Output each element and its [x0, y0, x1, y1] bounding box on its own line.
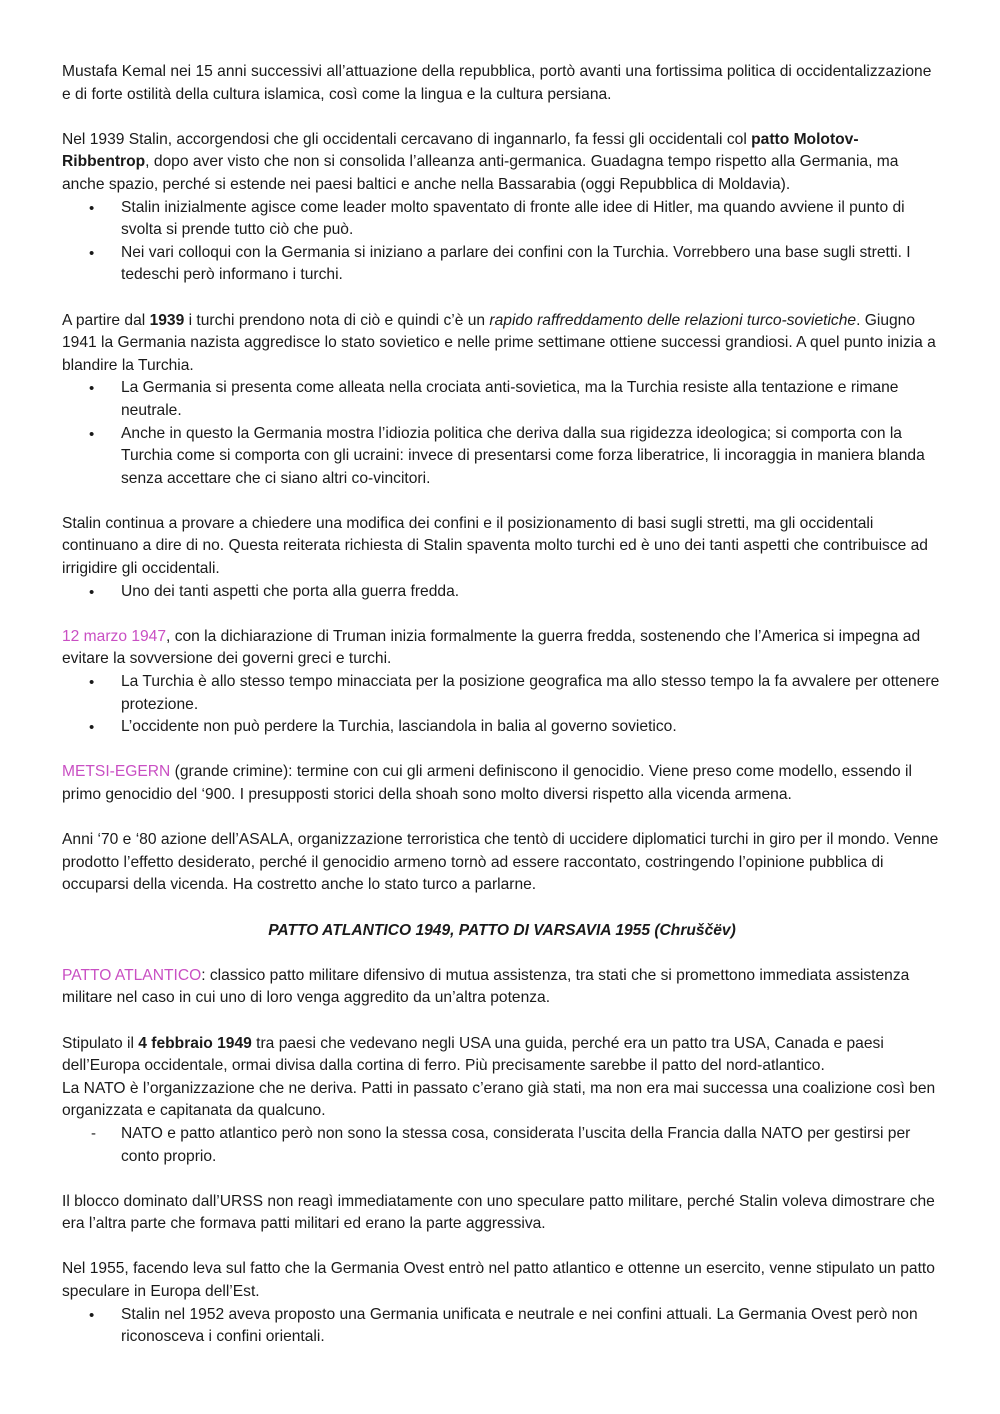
paragraph-truman [62, 626, 942, 671]
bold-term: patto Molotov-Ribbentrop [62, 130, 859, 171]
text: tra paesi che vedevano negli USA una guida, perché era un patto tra USA, Canada e paesi dell’Europa occidentale, ormai divisa dalla cortina di ferro. Più precisamente sarebbe il patto del nord-atlantico. [62, 1034, 884, 1075]
bullet-list [62, 581, 942, 604]
list-item: • Nei vari colloqui con la Germania si iniziano a parlare dei confini con la Turchia. Vorrebbero una base sugli stretti. I tedeschi però informano i turchi. [62, 242, 942, 287]
text: , con la dichiarazione di Truman inizia formalmente la guerra fredda, sostenendo che l’America si impegna ad evitare la sovversione dei governi greci e turchi. [62, 627, 921, 668]
highlight-term: METSI-EGERN [62, 763, 171, 781]
text: i turchi prendono nota di ciò e quindi c’è un [184, 311, 490, 329]
text: Stipulato il [62, 1034, 139, 1052]
list-item: • Stalin inizialmente agisce come leader molto spaventato di fronte alle idee di Hitler, ma quando avviene il punto di svolta si prende tutto ciò che può. [62, 197, 942, 242]
paragraph-asala: Anni ‘70 e ‘80 azione dell’ASALA, organizzazione terroristica che tentò di uccidere diplomatici turchi in giro per il mondo. Venne prodotto l’effetto desiderato, perché il genocidio armeno tornò ad essere raccontato, costringendo l’opinione pubblica di occuparsi della vicenda. Ha costretto anche lo stato turco a parlarne. [62, 831, 939, 894]
bullet-list [62, 197, 942, 287]
list-item: • La Germania si presenta come alleata nella crociata anti-sovietica, ma la Turchia resiste alla tentazione e rimane neutrale. [62, 377, 942, 422]
bullet-list [62, 1304, 942, 1349]
text: (grande crimine): termine con cui gli armeni definiscono il genocidio. Viene preso come modello, essendo il primo genocidio del ‘900. I presupposti storici della shoah sono molto diversi rispetto alla vicenda armena. [62, 763, 912, 803]
bullet-list [62, 671, 942, 739]
paragraph-1939 [62, 310, 942, 378]
paragraph-1955: Nel 1955, facendo leva sul fatto che la Germania Ovest entrò nel patto atlantico e ottenne un esercito, venne stipulato un patto speculare in Europa dell’Est. [62, 1260, 935, 1301]
paragraph-nato: La NATO è l’organizzazione che ne deriva. Patti in passato c’erano già stati, ma non era mai successa una coalizione così ben organizzata e capitanata da qualcuno. [62, 1079, 936, 1120]
bold-date: 4 febbraio 1949 [138, 1034, 252, 1052]
paragraph-stalin-confini: Stalin continua a provare a chiedere una modifica dei confini e il posizionamento di basi sugli stretti, ma gli occidentali continuano a dire di no. Questa reiterata richiesta di Stalin spaventa molto turchi ed è uno dei tanti aspetti che contribuisce ad irrigidire gli occidentali. [62, 514, 928, 578]
text: , dopo aver visto che non si consolida l’alleanza anti-germanica. Guadagna tempo rispetto alla Germania, ma anche spazio, perché si estende nei paesi baltici e anche nella Bassarabia (oggi Repubblica di Moldavia). [62, 153, 899, 193]
paragraph-molotov [62, 129, 942, 197]
text: Nel 1939 Stalin, accorgendosi che gli occidentali cercavano di ingannarlo, fa fessi gli occidentali col [62, 130, 752, 148]
section-heading: PATTO ATLANTICO 1949, PATTO DI VARSAVIA 1955 (Chruščëv) [268, 921, 736, 939]
document-page [62, 61, 942, 1349]
list-item: • Anche in questo la Germania mostra l’idiozia politica che deriva dalla sua rigidezza ideologica; si comporta con la Turchia come si comporta con gli ucraini: invece di presentarsi come forza liberatrice, li incoraggia in maniera blanda senza accettare che ci siano altri co-vincitori. [62, 423, 942, 491]
bold-term: 1939 [149, 311, 185, 329]
italic-term: rapido raffreddamento delle relazioni turco-sovietiche [489, 311, 857, 329]
paragraph-stipulato [62, 1033, 942, 1078]
bullet-list [62, 377, 942, 490]
highlight-date: 12 marzo 1947 [62, 627, 167, 645]
text: A partire dal [62, 311, 150, 329]
paragraph-kemal: Mustafa Kemal nei 15 anni successivi all’attuazione della repubblica, portò avanti una fortissima politica di occidentalizzazione e di forte ostilità della cultura islamica, così come la lingua e la cultura persiana. [62, 63, 932, 103]
list-item: • La Turchia è allo stesso tempo minacciata per la posizione geografica ma allo stesso tempo la fa avvalere per ottenere protezione. [62, 671, 942, 716]
list-item: • Uno dei tanti aspetti che porta alla guerra fredda. [62, 581, 942, 604]
list-item: • L’occidente non può perdere la Turchia, lasciandola in balia al governo sovietico. [62, 716, 942, 739]
text: . Giugno 1941 la Germania nazista aggredisce lo stato sovietico e nelle prime settimane ottiene successi grandiosi. A quel punto inizia a blandire la Turchia. [62, 311, 936, 374]
list-item: - NATO e patto atlantico però non sono la stessa cosa, considerata l’uscita della Francia dalla NATO per gestirsi per conto proprio. [62, 1123, 942, 1168]
paragraph-blocco-urss: Il blocco dominato dall’URSS non reagì immediatamente con uno speculare patto militare, perché Stalin voleva dimostrare che era l’altra parte che formava patti militari ed erano la parte aggressiva. [62, 1192, 935, 1233]
dash-list [62, 1123, 942, 1168]
list-item: • Stalin nel 1952 aveva proposto una Germania unificata e neutrale e nei confini attuali. La Germania Ovest però non riconosceva i confini orientali. [62, 1304, 942, 1349]
paragraph-patto-atlantico [62, 965, 942, 1010]
text: : classico patto militare difensivo di mutua assistenza, tra stati che si promettono immediata assistenza militare nel caso in cui uno di loro venga aggredito da un’altra potenza. [62, 966, 910, 1007]
paragraph-metsi-egern [62, 761, 942, 806]
highlight-term: PATTO ATLANTICO [62, 966, 202, 984]
